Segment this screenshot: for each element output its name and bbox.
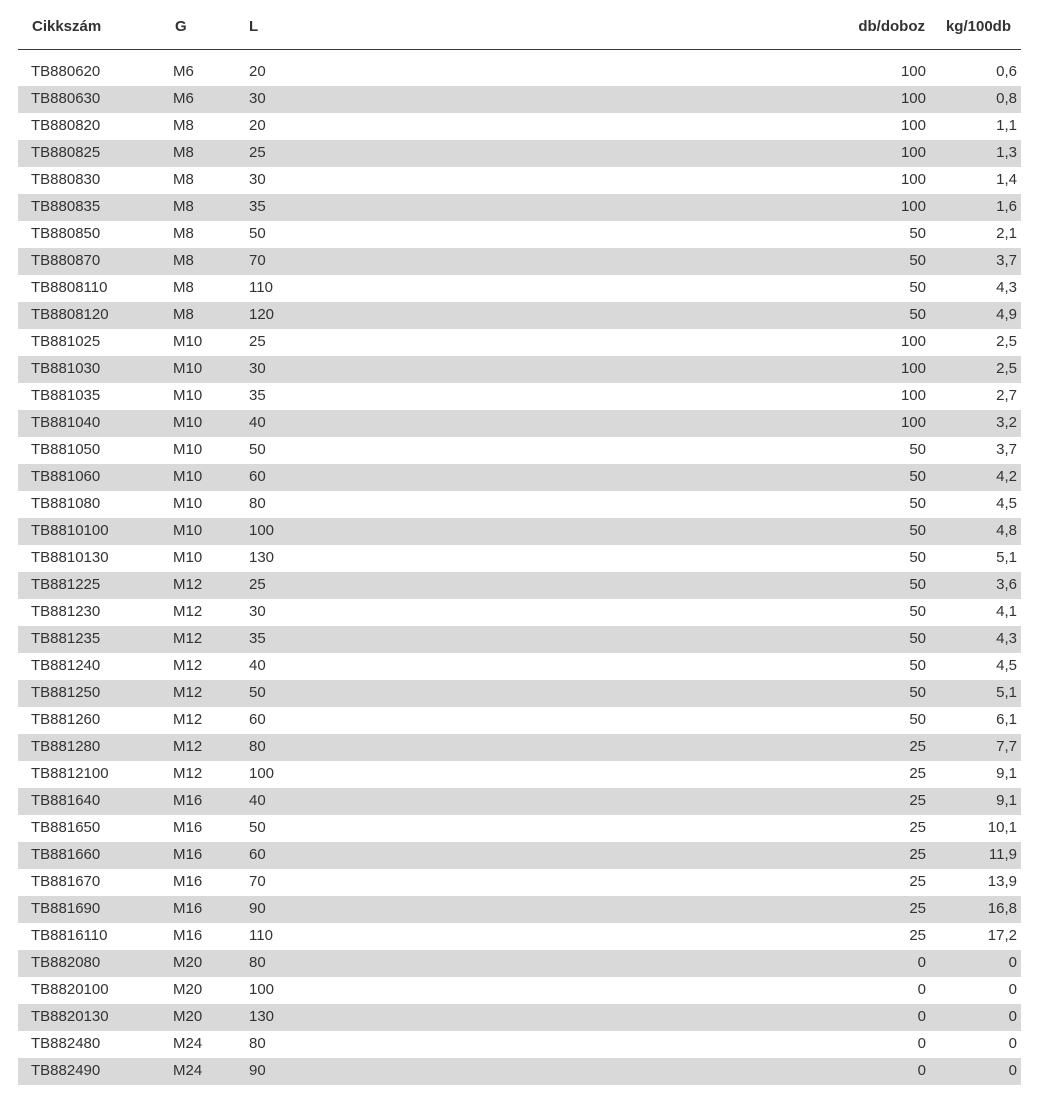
cell-code: TB881260 — [31, 711, 101, 728]
cell-db-doboz: 50 — [909, 468, 926, 485]
cell-db-doboz: 100 — [900, 387, 926, 404]
table-row — [18, 437, 1021, 464]
table-row — [18, 410, 1021, 437]
cell-kg-100db: 9,1 — [996, 792, 1017, 809]
cell-g: M8 — [173, 279, 194, 296]
cell-code: TB8808120 — [31, 306, 109, 323]
cell-code: TB8810100 — [31, 522, 109, 539]
table-row — [18, 464, 1021, 491]
table-row — [18, 491, 1021, 518]
cell-l: 120 — [249, 306, 275, 323]
cell-kg-100db: 4,3 — [996, 630, 1017, 647]
table-row — [18, 896, 1021, 923]
cell-l: 20 — [249, 117, 266, 134]
cell-db-doboz: 0 — [917, 981, 926, 998]
cell-code: TB881080 — [31, 495, 101, 512]
table-row — [18, 1031, 1021, 1058]
cell-g: M16 — [173, 792, 203, 809]
cell-g: M16 — [173, 819, 203, 836]
cell-kg-100db: 4,5 — [996, 495, 1017, 512]
cell-db-doboz: 100 — [900, 414, 926, 431]
table-row — [18, 59, 1021, 86]
cell-g: M24 — [173, 1035, 203, 1052]
cell-code: TB881040 — [31, 414, 101, 431]
cell-l: 60 — [249, 468, 266, 485]
cell-db-doboz: 100 — [900, 198, 926, 215]
table-row — [18, 815, 1021, 842]
table-row — [18, 1004, 1021, 1031]
cell-g: M12 — [173, 711, 203, 728]
table-row — [18, 518, 1021, 545]
cell-g: M8 — [173, 225, 194, 242]
cell-code: TB880830 — [31, 171, 101, 188]
cell-kg-100db: 0,8 — [996, 90, 1017, 107]
cell-g: M16 — [173, 846, 203, 863]
table-row — [18, 599, 1021, 626]
cell-g: M12 — [173, 657, 203, 674]
cell-code: TB881060 — [31, 468, 101, 485]
cell-code: TB8816110 — [31, 927, 108, 944]
cell-db-doboz: 0 — [917, 1008, 926, 1025]
cell-code: TB881025 — [31, 333, 101, 350]
header-g: G — [175, 18, 187, 35]
cell-kg-100db: 5,1 — [996, 684, 1017, 701]
cell-l: 35 — [249, 198, 266, 215]
table-row — [18, 653, 1021, 680]
cell-l: 60 — [249, 846, 266, 863]
cell-g: M8 — [173, 198, 194, 215]
cell-db-doboz: 50 — [909, 252, 926, 269]
cell-db-doboz: 50 — [909, 576, 926, 593]
cell-kg-100db: 3,2 — [996, 414, 1017, 431]
cell-l: 30 — [249, 603, 266, 620]
cell-db-doboz: 25 — [909, 738, 926, 755]
cell-kg-100db: 4,5 — [996, 657, 1017, 674]
cell-db-doboz: 25 — [909, 765, 926, 782]
cell-code: TB881225 — [31, 576, 101, 593]
cell-kg-100db: 2,1 — [996, 225, 1017, 242]
cell-db-doboz: 25 — [909, 900, 926, 917]
cell-g: M12 — [173, 603, 203, 620]
cell-kg-100db: 0 — [1008, 1035, 1017, 1052]
cell-code: TB881280 — [31, 738, 101, 755]
cell-kg-100db: 2,5 — [996, 360, 1017, 377]
cell-g: M20 — [173, 981, 203, 998]
cell-code: TB881640 — [31, 792, 101, 809]
cell-g: M8 — [173, 171, 194, 188]
cell-code: TB881650 — [31, 819, 101, 836]
cell-db-doboz: 100 — [900, 90, 926, 107]
cell-kg-100db: 2,5 — [996, 333, 1017, 350]
table-row — [18, 842, 1021, 869]
cell-db-doboz: 100 — [900, 333, 926, 350]
cell-kg-100db: 3,7 — [996, 441, 1017, 458]
table-row — [18, 707, 1021, 734]
table-row — [18, 977, 1021, 1004]
table-row — [18, 383, 1021, 410]
cell-l: 110 — [249, 927, 273, 944]
header-l: L — [249, 18, 259, 35]
cell-kg-100db: 11,9 — [988, 846, 1017, 863]
cell-l: 40 — [249, 657, 266, 674]
cell-g: M16 — [173, 873, 203, 890]
cell-g: M10 — [173, 468, 203, 485]
cell-db-doboz: 100 — [900, 117, 926, 134]
cell-code: TB882490 — [31, 1062, 101, 1079]
cell-db-doboz: 25 — [909, 873, 926, 890]
cell-db-doboz: 50 — [909, 441, 926, 458]
cell-l: 110 — [249, 279, 273, 296]
cell-l: 50 — [249, 441, 266, 458]
table-row — [18, 140, 1021, 167]
cell-code: TB8808110 — [31, 279, 108, 296]
cell-l: 80 — [249, 495, 266, 512]
cell-kg-100db: 13,9 — [987, 873, 1017, 890]
cell-kg-100db: 10,1 — [987, 819, 1017, 836]
cell-code: TB881035 — [31, 387, 101, 404]
cell-kg-100db: 16,8 — [987, 900, 1017, 917]
cell-g: M10 — [173, 414, 203, 431]
cell-db-doboz: 50 — [909, 306, 926, 323]
cell-db-doboz: 100 — [900, 171, 926, 188]
cell-code: TB880820 — [31, 117, 101, 134]
cell-code: TB880825 — [31, 144, 101, 161]
cell-db-doboz: 50 — [909, 630, 926, 647]
cell-g: M8 — [173, 117, 194, 134]
table-row — [18, 923, 1021, 950]
cell-kg-100db: 7,7 — [996, 738, 1017, 755]
cell-code: TB881240 — [31, 657, 101, 674]
cell-g: M8 — [173, 306, 194, 323]
cell-l: 100 — [249, 981, 275, 998]
cell-code: TB8810130 — [31, 549, 109, 566]
cell-kg-100db: 9,1 — [996, 765, 1017, 782]
table-row — [18, 113, 1021, 140]
cell-g: M24 — [173, 1062, 203, 1079]
cell-code: TB880850 — [31, 225, 101, 242]
cell-code: TB881690 — [31, 900, 101, 917]
cell-g: M6 — [173, 63, 194, 80]
table-row — [18, 221, 1021, 248]
cell-kg-100db: 0 — [1008, 954, 1017, 971]
cell-kg-100db: 0 — [1008, 1008, 1017, 1025]
cell-l: 30 — [249, 90, 266, 107]
cell-db-doboz: 50 — [909, 603, 926, 620]
cell-g: M16 — [173, 927, 203, 944]
table-row — [18, 1058, 1021, 1085]
cell-l: 40 — [249, 792, 266, 809]
cell-g: M8 — [173, 144, 194, 161]
cell-g: M12 — [173, 576, 203, 593]
cell-db-doboz: 25 — [909, 846, 926, 863]
cell-kg-100db: 4,2 — [996, 468, 1017, 485]
cell-db-doboz: 100 — [900, 63, 926, 80]
cell-kg-100db: 1,3 — [996, 144, 1017, 161]
cell-g: M20 — [173, 1008, 203, 1025]
cell-db-doboz: 25 — [909, 792, 926, 809]
cell-kg-100db: 3,6 — [996, 576, 1017, 593]
cell-db-doboz: 50 — [909, 225, 926, 242]
cell-kg-100db: 1,6 — [996, 198, 1017, 215]
cell-code: TB8820130 — [31, 1008, 109, 1025]
cell-kg-100db: 2,7 — [996, 387, 1017, 404]
cell-db-doboz: 100 — [900, 360, 926, 377]
cell-db-doboz: 50 — [909, 495, 926, 512]
table-row — [18, 680, 1021, 707]
cell-l: 25 — [249, 144, 266, 161]
cell-db-doboz: 50 — [909, 657, 926, 674]
cell-kg-100db: 0 — [1008, 1062, 1017, 1079]
cell-g: M10 — [173, 522, 203, 539]
cell-kg-100db: 1,1 — [996, 117, 1017, 134]
cell-g: M12 — [173, 684, 203, 701]
cell-l: 25 — [249, 576, 266, 593]
product-table — [18, 0, 1021, 1085]
cell-g: M10 — [173, 441, 203, 458]
cell-l: 35 — [249, 387, 266, 404]
cell-g: M12 — [173, 738, 203, 755]
cell-kg-100db: 1,4 — [996, 171, 1017, 188]
cell-kg-100db: 17,2 — [987, 927, 1017, 944]
cell-code: TB881050 — [31, 441, 101, 458]
cell-kg-100db: 3,7 — [996, 252, 1017, 269]
cell-db-doboz: 25 — [909, 819, 926, 836]
cell-code: TB881230 — [31, 603, 101, 620]
cell-l: 25 — [249, 333, 266, 350]
table-row — [18, 356, 1021, 383]
cell-l: 100 — [249, 765, 275, 782]
cell-db-doboz: 50 — [909, 549, 926, 566]
cell-code: TB880870 — [31, 252, 101, 269]
cell-code: TB8812100 — [31, 765, 109, 782]
cell-code: TB881250 — [31, 684, 101, 701]
cell-code: TB881235 — [31, 630, 101, 647]
cell-db-doboz: 50 — [909, 684, 926, 701]
cell-l: 130 — [249, 549, 275, 566]
cell-g: M8 — [173, 252, 194, 269]
cell-l: 100 — [249, 522, 275, 539]
cell-g: M6 — [173, 90, 194, 107]
cell-db-doboz: 50 — [909, 711, 926, 728]
table-body — [18, 59, 1021, 1085]
cell-g: M10 — [173, 333, 203, 350]
cell-code: TB881670 — [31, 873, 101, 890]
table-row — [18, 950, 1021, 977]
cell-l: 50 — [249, 819, 266, 836]
table-row — [18, 329, 1021, 356]
cell-kg-100db: 4,1 — [996, 603, 1017, 620]
cell-code: TB880630 — [31, 90, 101, 107]
header-code: Cikkszám — [32, 18, 102, 35]
table-row — [18, 275, 1021, 302]
cell-db-doboz: 0 — [917, 1062, 926, 1079]
cell-db-doboz: 100 — [900, 144, 926, 161]
cell-l: 90 — [249, 900, 266, 917]
cell-kg-100db: 4,3 — [996, 279, 1017, 296]
cell-kg-100db: 5,1 — [996, 549, 1017, 566]
table-row — [18, 626, 1021, 653]
cell-kg-100db: 4,9 — [996, 306, 1017, 323]
cell-g: M10 — [173, 549, 203, 566]
cell-kg-100db: 0 — [1008, 981, 1017, 998]
table-row — [18, 869, 1021, 896]
cell-kg-100db: 0,6 — [996, 63, 1017, 80]
cell-code: TB8820100 — [31, 981, 109, 998]
cell-g: M12 — [173, 630, 203, 647]
table-row — [18, 167, 1021, 194]
cell-l: 60 — [249, 711, 266, 728]
table-row — [18, 86, 1021, 113]
cell-code: TB881660 — [31, 846, 101, 863]
cell-l: 20 — [249, 63, 266, 80]
cell-kg-100db: 4,8 — [996, 522, 1017, 539]
cell-kg-100db: 6,1 — [996, 711, 1017, 728]
table-row — [18, 248, 1021, 275]
table-row — [18, 302, 1021, 329]
cell-l: 50 — [249, 225, 266, 242]
cell-l: 80 — [249, 738, 266, 755]
cell-code: TB882080 — [31, 954, 101, 971]
cell-l: 40 — [249, 414, 266, 431]
cell-db-doboz: 0 — [917, 954, 926, 971]
cell-g: M10 — [173, 360, 203, 377]
cell-db-doboz: 50 — [909, 279, 926, 296]
table-row — [18, 788, 1021, 815]
cell-g: M12 — [173, 765, 203, 782]
cell-l: 35 — [249, 630, 266, 647]
table-row — [18, 194, 1021, 221]
header-db-doboz: db/doboz — [858, 18, 925, 35]
cell-l: 30 — [249, 171, 266, 188]
table-row — [18, 761, 1021, 788]
header-kg-100db: kg/100db — [945, 18, 1011, 35]
cell-l: 70 — [249, 873, 266, 890]
cell-l: 50 — [249, 684, 266, 701]
cell-db-doboz: 0 — [917, 1035, 926, 1052]
table-header — [18, 0, 1021, 50]
cell-l: 70 — [249, 252, 266, 269]
cell-g: M16 — [173, 900, 203, 917]
cell-code: TB880835 — [31, 198, 101, 215]
table-row — [18, 734, 1021, 761]
cell-code: TB882480 — [31, 1035, 101, 1052]
table-row — [18, 545, 1021, 572]
cell-g: M10 — [173, 495, 203, 512]
cell-g: M10 — [173, 387, 203, 404]
cell-db-doboz: 25 — [909, 927, 926, 944]
cell-l: 30 — [249, 360, 266, 377]
cell-l: 80 — [249, 954, 266, 971]
cell-code: TB881030 — [31, 360, 101, 377]
cell-l: 130 — [249, 1008, 275, 1025]
cell-g: M20 — [173, 954, 203, 971]
cell-l: 80 — [249, 1035, 266, 1052]
cell-db-doboz: 50 — [909, 522, 926, 539]
cell-l: 90 — [249, 1062, 266, 1079]
table-row — [18, 572, 1021, 599]
cell-code: TB880620 — [31, 63, 101, 80]
